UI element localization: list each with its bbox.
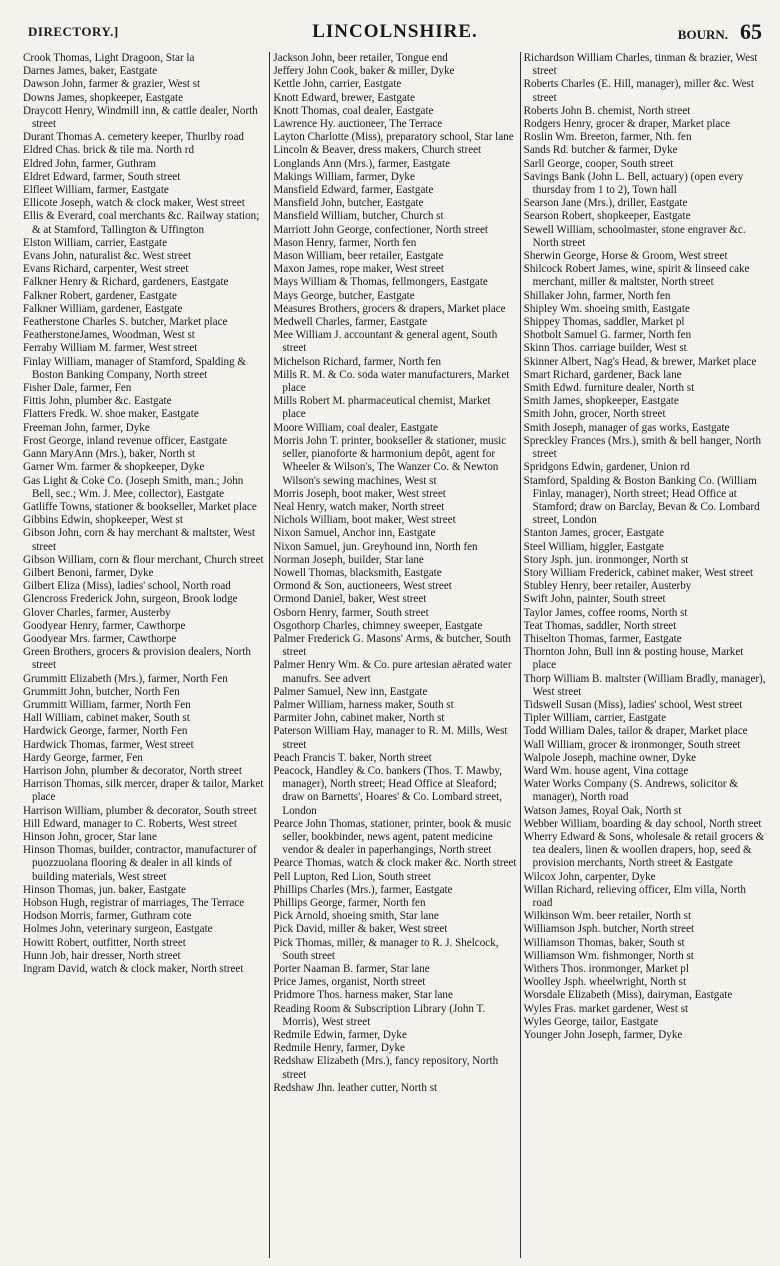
directory-entry: Evans Richard, carpenter, West street — [23, 263, 189, 276]
directory-entry: Ward Wm. house agent, Vina cottage — [523, 764, 689, 777]
directory-entry: Grummitt William, farmer, North Fen — [23, 698, 191, 711]
directory-entry: Watson James, Royal Oak, North st — [523, 804, 682, 817]
directory-entry: Nixon Samuel, jun. Greyhound inn, North fen — [273, 540, 478, 553]
directory-entry: Downs James, shopkeeper, Eastgate — [23, 91, 184, 104]
directory-entry: Featherstone Charles S. butcher, Market place — [23, 316, 228, 329]
directory-entry: Mansfield William, butcher, Church st — [273, 210, 444, 223]
directory-entry: Pearce Thomas, watch & clock maker &c. North street — [273, 857, 517, 870]
directory-entry: Withers Thos. ironmonger, Market pl — [523, 963, 689, 976]
directory-entry: Peacock, Handley & Co. bankers (Thos. T. Mawby, manager), North street; Head Office at Sleaford; draw on Barnetts', Hoares' & Co. Lombard street, London — [273, 764, 503, 817]
directory-entry: Glover Charles, farmer, Austerby — [23, 606, 171, 619]
directory-entry: Neal Henry, watch maker, North street — [273, 500, 445, 513]
directory-entry: Jackson John, beer retailer, Tongue end — [273, 52, 448, 64]
directory-entry: Mays George, butcher, Eastgate — [273, 289, 415, 302]
directory-entry: Crook Thomas, Light Dragoon, Star la — [23, 52, 195, 64]
directory-entry: Nichols William, boot maker, West street — [273, 514, 456, 527]
running-head-left: DIRECTORY.] — [28, 24, 119, 39]
directory-entry: Stanton James, grocer, Eastgate — [523, 527, 664, 540]
directory-entry: Darnes James, baker, Eastgate — [23, 65, 158, 78]
directory-entry: Fisher Dale, farmer, Fen — [23, 382, 132, 395]
directory-entry: Rodgers Henry, grocer & draper, Market place — [523, 118, 731, 131]
column-2 — [269, 52, 519, 1258]
directory-entry: Michelson Richard, farmer, North fen — [273, 355, 442, 368]
directory-entry: Hunn Job, hair dresser, North street — [23, 949, 181, 962]
running-head-right — [678, 19, 762, 45]
directory-entry: Gibson John, corn & hay merchant & maltster, West street — [23, 527, 255, 553]
directory-entry: Kettle John, carrier, Eastgate — [273, 78, 402, 91]
directory-entry: Grummitt Elizabeth (Mrs.), farmer, North Fen — [23, 672, 228, 685]
directory-entry: Younger John Joseph, farmer, Dyke — [523, 1029, 683, 1042]
directory-entry: Shipley Wm. shoeing smith, Eastgate — [523, 302, 690, 315]
directory-entry: Ellis & Everard, coal merchants &c. Railway station; & at Stamford, Tallington & Uffington — [23, 210, 260, 236]
directory-entry: Knott Thomas, coal dealer, Eastgate — [273, 104, 434, 117]
directory-entry: Garner Wm. farmer & shopkeeper, Dyke — [23, 461, 205, 474]
directory-entry: Price James, organist, North street — [273, 976, 426, 989]
directory-entry: Hardwick George, farmer, North Fen — [23, 725, 188, 738]
directory-entry: Draycott Henry, Windmill inn, & cattle dealer, North street — [23, 104, 258, 131]
directory-entry: Durant Thomas A. cemetery keeper, Thurlby road — [23, 131, 244, 144]
directory-entry: Tidswell Susan (Miss), ladies' school, West street — [523, 698, 743, 711]
directory-entry: Fittis John, plumber &c. Eastgate — [23, 395, 172, 408]
directory-entry: Finlay William, manager of Stamford, Spalding & Boston Banking Company, North street — [23, 355, 247, 381]
directory-entry: Measures Brothers, grocers & drapers, Market place — [273, 302, 506, 315]
directory-columns — [20, 52, 770, 1258]
directory-entry: Gilbert Benoni, farmer, Dyke — [23, 566, 154, 579]
directory-entry: Moore William, coal dealer, Eastgate — [273, 421, 438, 434]
directory-entry: Hodson Morris, farmer, Guthram cote — [23, 910, 192, 923]
directory-entry: Shippey Thomas, saddler, Market pl — [523, 316, 685, 329]
directory-entry: Webber William, boarding & day school, North street — [523, 817, 762, 830]
directory-entry: Redmile Edwin, farmer, Dyke — [273, 1029, 407, 1042]
directory-entry: Searson Jane (Mrs.), driller, Eastgate — [523, 197, 688, 210]
directory-entry: Todd William Dales, tailor & draper, Market place — [523, 725, 748, 738]
directory-entry: Steel William, higgler, Eastgate — [523, 540, 664, 553]
directory-entry: Skinner Albert, Nag's Head, & brewer, Market place — [523, 355, 757, 368]
directory-entry: Spridgons Edwin, gardener, Union rd — [523, 461, 690, 474]
directory-entry: Lawrence Hy. auctioneer, The Terrace — [273, 118, 443, 131]
directory-entry: Pell Lupton, Red Lion, South street — [273, 870, 431, 883]
directory-entry: Morris John T. printer, bookseller & stationer, music seller, pianoforte & harmonium depôt, agent for Wheeler & Wilson's, The Wanzer Co. & Newton Wilson's sewing machines, West st — [273, 434, 507, 487]
directory-entry: Ellicote Joseph, watch & clock maker, West street — [23, 197, 245, 210]
directory-entry: Lincoln & Beaver, dress makers, Church street — [273, 144, 482, 157]
directory-entry: Sherwin George, Horse & Groom, West street — [523, 250, 728, 263]
directory-entry: Williamson Jsph. butcher, North street — [523, 923, 695, 936]
directory-entry: Thiselton Thomas, farmer, Eastgate — [523, 632, 682, 645]
directory-entry: Taylor James, coffee rooms, North st — [523, 606, 688, 619]
directory-entry: Sands Rd. butcher & farmer, Dyke — [523, 144, 678, 157]
directory-entry: Redshaw Jhn. leather cutter, North st — [273, 1081, 438, 1094]
directory-entry: FeatherstoneJames, Woodman, West st — [23, 329, 195, 342]
directory-entry: Tipler William, carrier, Eastgate — [523, 712, 667, 725]
directory-entry: Mason William, beer retailer, Eastgate — [273, 250, 444, 263]
directory-entry: Knott Edward, brewer, Eastgate — [273, 91, 415, 104]
directory-entry: Holmes John, veterinary surgeon, Eastgate — [23, 923, 213, 936]
directory-entry: Makings William, farmer, Dyke — [273, 170, 415, 183]
directory-entry: Eldret Edward, farmer, South street — [23, 170, 181, 183]
directory-entry: Mills R. M. & Co. soda water manufacturers, Market place — [273, 368, 510, 395]
directory-entry: Searson Robert, shopkeeper, Eastgate — [523, 210, 691, 223]
directory-entry: Thornton John, Bull inn & posting house, Market place — [523, 646, 744, 672]
directory-entry: Howitt Robert, outfitter, North street — [23, 936, 186, 949]
directory-entry: Parmiter John, cabinet maker, North st — [273, 712, 445, 725]
directory-entry: Mee William J. accountant & general agent, South street — [273, 329, 498, 355]
directory-entry: Gibson William, corn & flour merchant, Church street — [23, 553, 264, 566]
directory-entry: Smart Richard, gardener, Back lane — [523, 368, 682, 381]
directory-entry: Hardy George, farmer, Fen — [23, 751, 143, 764]
directory-entry: Hardwick Thomas, farmer, West street — [23, 738, 194, 751]
directory-entry: Mansfield Edward, farmer, Eastgate — [273, 184, 434, 197]
directory-entry: Nowell Thomas, blacksmith, Eastgate — [273, 566, 442, 579]
directory-entry: Eldred Chas. brick & tile ma. North rd — [23, 144, 194, 157]
directory-entry: Story Jsph. jun. ironmonger, North st — [523, 553, 689, 566]
directory-entry: Pick Thomas, miller, & manager to R. J. Shelcock, South street — [273, 936, 499, 962]
directory-entry: Layton Charlotte (Miss), preparatory school, Star lane — [273, 131, 514, 144]
directory-entry: Smith Joseph, manager of gas works, Eastgate — [523, 421, 730, 434]
directory-entry: Falkner Henry & Richard, gardeners, Eastgate — [23, 276, 229, 289]
directory-entry: Roberts Charles (E. Hill, manager), miller &c. West street — [523, 78, 754, 104]
directory-entry: Pridmore Thos. harness maker, Star lane — [273, 989, 453, 1002]
directory-entry: Ingram David, watch & clock maker, North street — [23, 963, 244, 976]
directory-entry: Flatters Fredk. W. shoe maker, Eastgate — [23, 408, 199, 421]
directory-entry: Gatliffe Towns, stationer & bookseller, Market place — [23, 500, 257, 513]
directory-entry: Ferraby William M. farmer, West street — [23, 342, 198, 355]
directory-entry: Grummitt John, butcher, North Fen — [23, 685, 180, 698]
directory-entry: Phillips George, farmer, North fen — [273, 897, 426, 909]
directory-entry: Goodyear Mrs. farmer, Cawthorpe — [23, 632, 177, 645]
directory-entry: Roslin Wm. Breeton, farmer, Nth. fen — [523, 131, 692, 144]
directory-entry: Mills Robert M. pharmaceutical chemist, Market place — [273, 395, 491, 421]
directory-entry: Spreckley Frances (Mrs.), smith & bell hanger, North street — [523, 434, 762, 461]
directory-entry: Willan Richard, relieving officer, Elm villa, North road — [523, 883, 746, 909]
directory-entry: Palmer Frederick G. Masons' Arms, & butcher, South street — [273, 632, 511, 659]
directory-entry: Palmer Henry Wm. & Co. pure artesian aërated water manufrs. See advert — [273, 659, 512, 685]
directory-entry: Medwell Charles, farmer, Eastgate — [273, 316, 428, 329]
directory-entry: Swift John, painter, South street — [523, 593, 666, 606]
directory-entry: Dawson John, farmer & grazier, West st — [23, 78, 201, 91]
directory-entry: Gilbert Eliza (Miss), ladies' school, North road — [23, 580, 231, 593]
directory-entry: Wherry Edward & Sons, wholesale & retail grocers & tea dealers, linen & woollen drapers, hop, seed & provision merchants, North street & Eastgate — [523, 830, 765, 870]
directory-entry: Hinson Thomas, builder, contractor, manufacturer of puozzuolana flooring & dealer in all kinds of building materials, West street — [23, 844, 257, 883]
directory-entry: Eldred John, farmer, Guthram — [23, 157, 156, 170]
directory-entry: Reading Room & Subscription Library (John T. Morris), West street — [273, 1002, 486, 1028]
directory-entry: Skinn Thos. carriage builder, West st — [523, 342, 687, 355]
directory-entry: Wyles George, tailor, Eastgate — [523, 1015, 659, 1028]
directory-entry: Williamson Wm. fishmonger, North st — [523, 949, 694, 962]
directory-entry: Goodyear Henry, farmer, Cawthorpe — [23, 619, 186, 632]
directory-entry: Longlands Ann (Mrs.), farmer, Eastgate — [273, 157, 451, 170]
directory-entry: Gann MaryAnn (Mrs.), baker, North st — [23, 448, 196, 461]
directory-entry: Roberts John B. chemist, North street — [523, 104, 691, 117]
directory-entry: Ormond & Son, auctioneers, West street — [273, 580, 452, 593]
directory-entry: Norman Joseph, builder, Star lane — [273, 553, 424, 566]
directory-entry: Osgothorp Charles, chimney sweeper, Eastgate — [273, 619, 483, 632]
directory-entry: Harrison Thomas, silk mercer, draper & tailor, Market place — [23, 778, 264, 804]
directory-entry: Wyles Fras. market gardener, West st — [523, 1002, 689, 1015]
directory-entry: Worsdale Elizabeth (Miss), dairyman, Eastgate — [523, 989, 733, 1002]
directory-entry: Shillaker John, farmer, North fen — [523, 289, 671, 302]
directory-entry: Mays William & Thomas, fellmongers, Eastgate — [273, 276, 488, 289]
directory-entry: Ormond Daniel, baker, West street — [273, 593, 427, 606]
page-number: 65 — [740, 19, 762, 44]
directory-entry: Smith Edwd. furniture dealer, North st — [523, 382, 695, 395]
directory-entry: Thorp William B. maltster (William Bradly, manager), West street — [523, 672, 766, 698]
directory-entry: Hinson John, grocer, Star lane — [23, 830, 157, 843]
page-header — [28, 14, 762, 50]
directory-entry: Phillips Charles (Mrs.), farmer, Eastgate — [273, 883, 453, 896]
directory-entry: Hinson Thomas, jun. baker, Eastgate — [23, 883, 186, 896]
directory-entry: Water Works Company (S. Andrews, solicitor & manager), North road — [523, 778, 738, 804]
directory-entry: Harrison John, plumber & decorator, North street — [23, 764, 242, 777]
directory-entry: Porter Naaman B. farmer, Star lane — [273, 963, 430, 976]
directory-entry: Shilcock Robert James, wine, spirit & linseed cake merchant, miller & maltster, North street — [523, 263, 750, 289]
directory-entry: Freeman John, farmer, Dyke — [23, 421, 150, 434]
directory-entry: Richardson William Charles, tinman & brazier, West street — [523, 52, 758, 78]
column-3 — [520, 52, 770, 1258]
directory-entry: Stubley Henry, beer retailer, Austerby — [523, 580, 692, 593]
directory-entry: Smith John, grocer, North street — [523, 408, 666, 421]
directory-entry: Shotbolt Samuel G. farmer, North fen — [523, 329, 692, 342]
directory-entry: Williamson Thomas, baker, South st — [523, 936, 685, 949]
directory-entry: Redshaw Elizabeth (Mrs.), fancy repository, North street — [273, 1055, 499, 1081]
directory-entry: Pick Arnold, shoeing smith, Star lane — [273, 910, 439, 923]
directory-entry: Falkner William, gardener, Eastgate — [23, 302, 183, 315]
directory-entry: Savings Bank (John L. Bell, actuary) (open every thursday from 1 to 2), Town hall — [523, 170, 744, 197]
directory-entry: Morris Joseph, boot maker, West street — [273, 487, 446, 500]
directory-entry: Hill Edward, manager to C. Roberts, West street — [23, 817, 237, 830]
town-name: BOURN. — [677, 27, 728, 42]
directory-entry: Osborn Henry, farmer, South street — [273, 606, 429, 619]
directory-entry: Maxon James, rope maker, West street — [273, 263, 444, 276]
directory-entry: Wall William, grocer & ironmonger, South street — [523, 738, 741, 751]
directory-entry: Stamford, Spalding & Boston Banking Co. (William Finlay, manager), North street; Head Office at Stamford; draw on Barclay, Bevan & Co. Lombard street, London — [523, 474, 760, 527]
column-1 — [20, 52, 269, 1258]
directory-entry: Palmer William, harness maker, South st — [273, 698, 454, 711]
directory-entry: Green Brothers, grocers & provision dealers, North street — [23, 646, 251, 672]
directory-entry: Wilcox John, carpenter, Dyke — [523, 870, 656, 883]
directory-entry: Mason Henry, farmer, North fen — [273, 236, 417, 249]
directory-entry: Woolley Jsph. wheelwright, North st — [523, 976, 687, 989]
directory-entry: Frost George, inland revenue officer, Eastgate — [23, 434, 227, 447]
directory-entry: Palmer Samuel, New inn, Eastgate — [273, 685, 428, 698]
directory-entry: Wilkinson Wm. beer retailer, North st — [523, 910, 692, 923]
directory-entry: Paterson William Hay, manager to R. M. Mills, West street — [273, 725, 508, 751]
directory-entry: Jeffery John Cook, baker & miller, Dyke — [273, 65, 455, 78]
directory-entry: Gas Light & Coke Co. (Joseph Smith, man.; John Bell, sec.; Wm. J. Mee, collector), Eastgate — [23, 474, 244, 500]
directory-entry: Hobson Hugh, registrar of marriages, The Terrace — [23, 897, 245, 909]
directory-entry: Falkner Robert, gardener, Eastgate — [23, 289, 177, 302]
directory-entry: Mansfield John, butcher, Eastgate — [273, 197, 424, 210]
directory-entry: Glencross Frederick John, surgeon, Brook lodge — [23, 593, 238, 606]
directory-entry: Elfleet William, farmer, Eastgate — [23, 184, 169, 197]
directory-entry: Smith James, shopkeeper, Eastgate — [523, 395, 679, 408]
directory-entry: Teat Thomas, saddler, North street — [523, 619, 677, 632]
directory-entry: Evans John, naturalist &c. West street — [23, 250, 192, 263]
directory-entry: Pearce John Thomas, stationer, printer, book & music seller, bookbinder, news agent, patent medicine vendor & dealer in paperhangings, North street — [273, 817, 512, 857]
directory-entry: Story William Frederick, cabinet maker, West street — [523, 566, 754, 579]
directory-entry: Marriott John George, confectioner, North street — [273, 223, 489, 236]
directory-entry: Sewell William, schoolmaster, stone engraver &c. North street — [523, 223, 746, 249]
directory-entry: Hall William, cabinet maker, South st — [23, 712, 190, 725]
directory-entry: Sarll George, cooper, South street — [523, 157, 674, 170]
directory-entry: Gibbins Edwin, shopkeeper, West st — [23, 514, 183, 527]
directory-entry: Harrison William, plumber & decorator, South street — [23, 804, 257, 817]
directory-entry: Elston William, carrier, Eastgate — [23, 236, 167, 249]
directory-entry: Pick David, miller & baker, West street — [273, 923, 448, 936]
directory-entry: Walpole Joseph, machine owner, Dyke — [523, 751, 697, 764]
directory-entry: Nixon Samuel, Anchor inn, Eastgate — [273, 527, 436, 540]
running-head-title: LINCOLNSHIRE. — [312, 21, 478, 42]
directory-entry: Peach Francis T. baker, North street — [273, 751, 432, 764]
directory-entry: Redmile Henry, farmer, Dyke — [273, 1042, 405, 1055]
